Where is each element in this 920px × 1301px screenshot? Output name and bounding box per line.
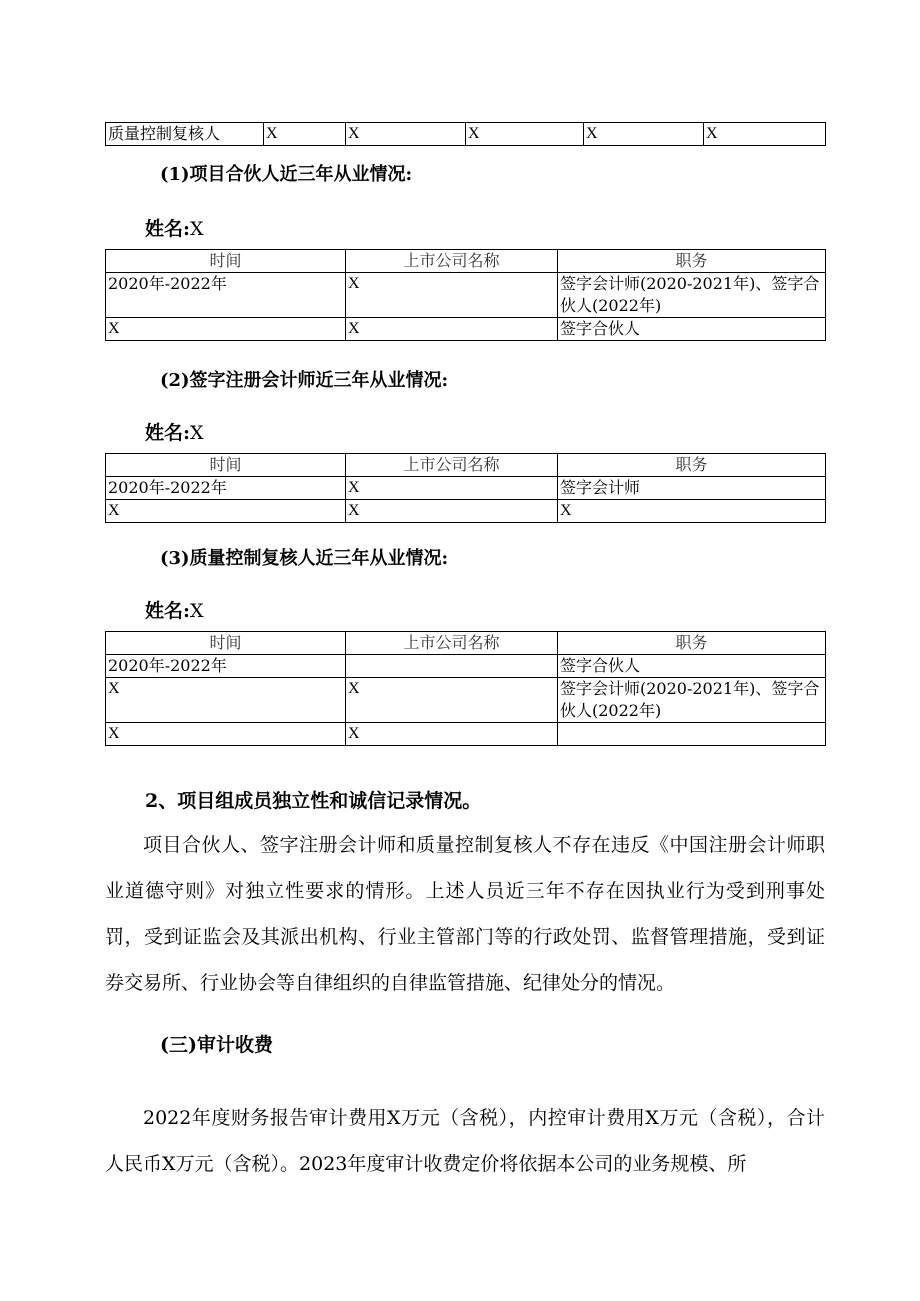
top-table: [105, 122, 826, 146]
table-row: [106, 500, 826, 523]
table-cell: X: [346, 318, 558, 341]
table-row: [106, 123, 826, 146]
table-cell: X: [346, 723, 558, 746]
table-cell: 2020年-2022年: [106, 655, 346, 678]
table-header: 时间: [106, 632, 346, 655]
table-cell: 质量控制复核人: [106, 123, 264, 146]
table-row: [106, 318, 826, 341]
section-heading: 2、项目组成员独立性和诚信记录情况。: [145, 790, 482, 812]
table-header: 时间: [106, 454, 346, 477]
name-line: [145, 596, 204, 623]
name-label: 姓名:: [145, 218, 191, 240]
name-line: [145, 214, 204, 241]
table-cell: 签字会计师(2020-2021年)、签字合伙人(2022年): [558, 678, 826, 723]
table-cell: X: [704, 123, 826, 146]
table-cell: 签字合伙人: [558, 655, 826, 678]
table-header-row: [106, 250, 826, 273]
table-cell: X: [346, 500, 558, 523]
table-row: [106, 655, 826, 678]
table-cell: X: [346, 273, 558, 318]
table-row: [106, 723, 826, 746]
table-cell: X: [466, 123, 584, 146]
table-header: 上市公司名称: [346, 454, 558, 477]
name-line: [145, 418, 204, 445]
table-cell: X: [346, 477, 558, 500]
name-value: X: [190, 600, 204, 622]
table-cell: X: [346, 123, 466, 146]
table-cell: X: [106, 318, 346, 341]
table-header: 上市公司名称: [346, 250, 558, 273]
table-row: [106, 477, 826, 500]
table-cell: X: [584, 123, 704, 146]
body-paragraph: 2022年度财务报告审计费用X万元（含税），内控审计费用X万元（含税），合计人民币X万元（含税）。2023年度审计收费定价将依据本公司的业务规模、所: [105, 1107, 825, 1175]
table-cell: X: [106, 678, 346, 723]
section-heading: (三)审计收费: [160, 1034, 273, 1056]
name-value: X: [190, 422, 204, 444]
table-header: 职务: [558, 454, 826, 477]
table-cell: 2020年-2022年: [106, 273, 346, 318]
table-header: 上市公司名称: [346, 632, 558, 655]
table-cell: X: [264, 123, 346, 146]
table-row: [106, 678, 826, 723]
table-row: [106, 273, 826, 318]
name-label: 姓名:: [145, 600, 191, 622]
table-cell: X: [558, 500, 826, 523]
experience-table: [105, 453, 826, 523]
table-header-row: [106, 454, 826, 477]
table-header: 时间: [106, 250, 346, 273]
table-header: 职务: [558, 250, 826, 273]
experience-table: [105, 249, 826, 341]
name-label: 姓名:: [145, 422, 191, 444]
table-cell: X: [346, 678, 558, 723]
table-header-row: [106, 632, 826, 655]
table-header: 职务: [558, 632, 826, 655]
name-value: X: [190, 218, 204, 240]
section-heading: (2)签字注册会计师近三年从业情况:: [160, 370, 449, 391]
table-cell: 签字会计师: [558, 477, 826, 500]
body-paragraph: 项目合伙人、签字注册会计师和质量控制复核人不存在违反《中国注册会计师职业道德守则》对独立性要求的情形。上述人员近三年不存在因执业行为受到刑事处罚，受到证监会及其派出机构、行业主管部门等的行政处罚、监督管理措施，受到证券交易所、行业协会等自律组织的自律监管措施、纪律处分的情况。: [105, 834, 825, 994]
table-cell: 签字合伙人: [558, 318, 826, 341]
experience-table: [105, 631, 826, 746]
section-heading: (1)项目合伙人近三年从业情况:: [160, 164, 413, 185]
table-cell: X: [106, 723, 346, 746]
table-cell: 签字会计师(2020-2021年)、签字合伙人(2022年): [558, 273, 826, 318]
section-heading: (3)质量控制复核人近三年从业情况:: [160, 548, 449, 569]
table-cell: 2020年-2022年: [106, 477, 346, 500]
table-cell: [558, 723, 826, 746]
table-cell: X: [106, 500, 346, 523]
table-cell: [346, 655, 558, 678]
